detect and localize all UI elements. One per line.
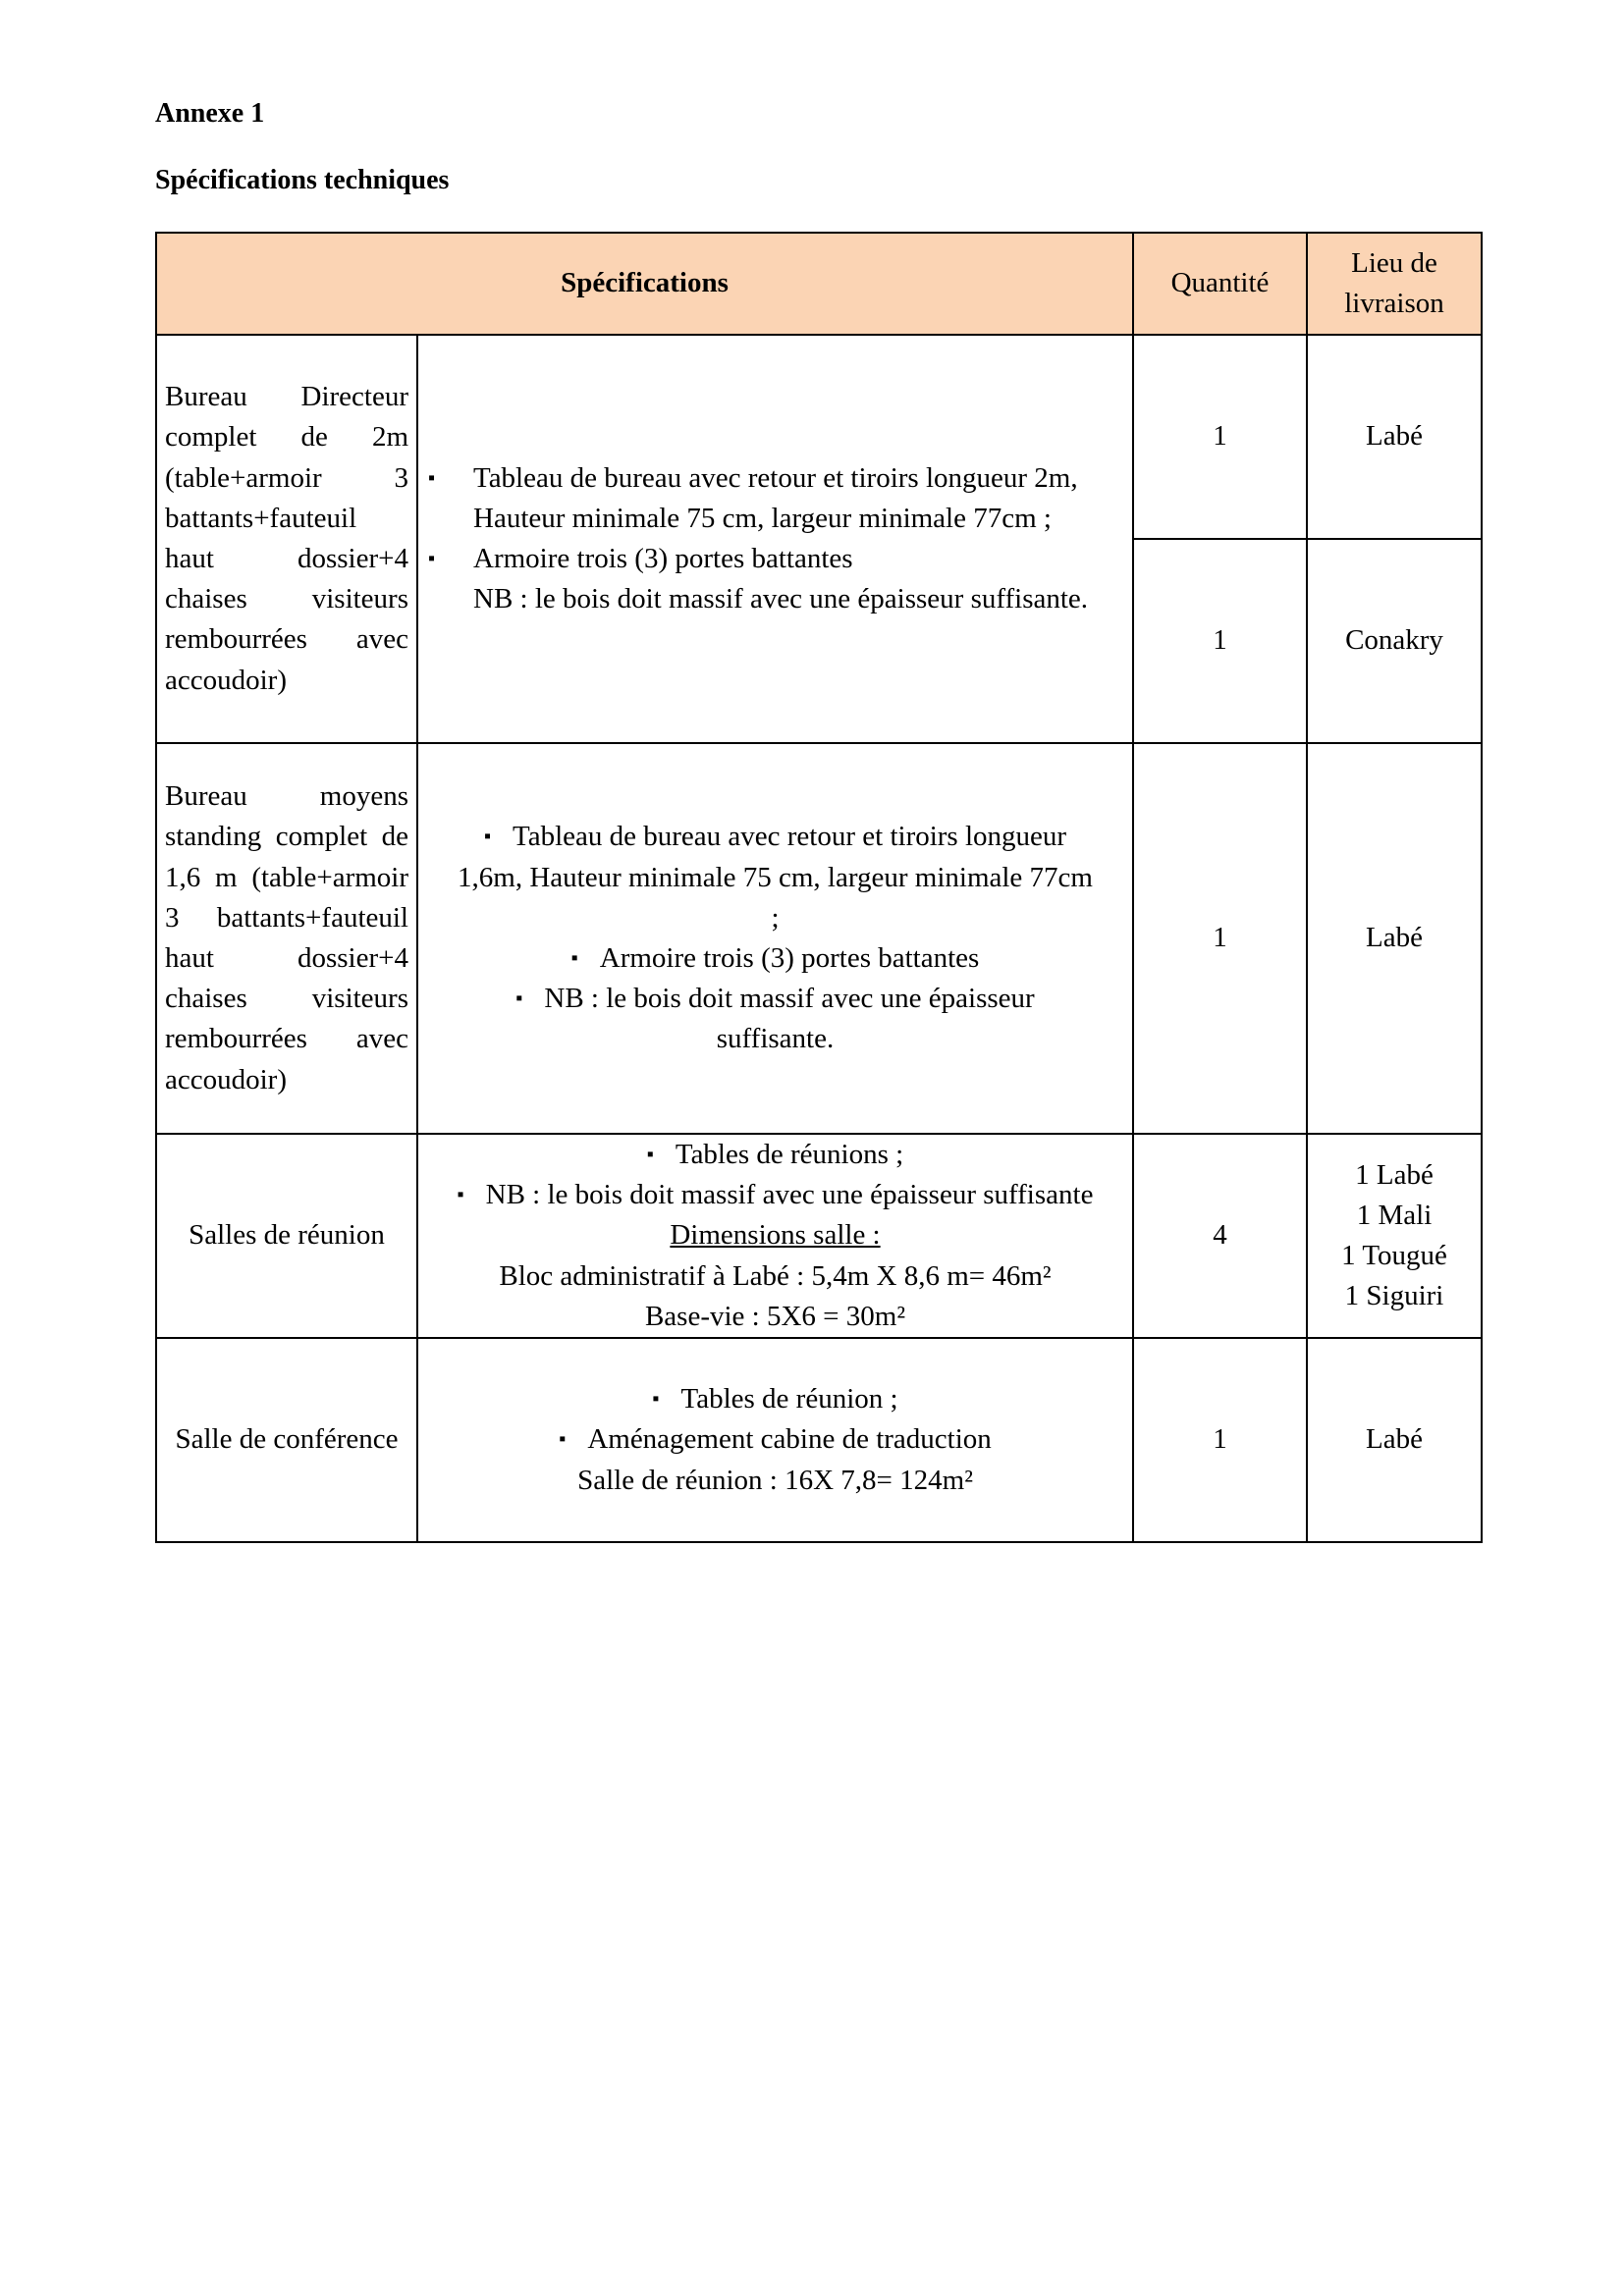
spec-note: NB : le bois doit massif avec une épaisseur suffisante.: [473, 583, 1089, 615]
spec-bullet: ▪ NB : le bois doit massif avec une épaisseur suffisante.: [515, 983, 1035, 1055]
bullet-icon: ▪: [646, 1144, 654, 1166]
spec-bullet: ▪ Tableau de bureau avec retour et tiroirs longueur 2m, Hauteur minimale 75 cm, largeur minimale 77cm ;: [426, 458, 1124, 539]
specs-bureau-moyens-standing: [417, 743, 1133, 1134]
lieu-item: 1 Tougué: [1341, 1240, 1447, 1271]
lieu-cell: Conakry: [1307, 539, 1482, 743]
spec-bullet: ▪ Tables de réunions ;: [646, 1139, 904, 1171]
spec-line: Salle de réunion : 16X 7,8= 124m²: [577, 1464, 973, 1496]
quantite-cell: 1: [1133, 335, 1307, 539]
quantite-cell: 1: [1133, 743, 1307, 1134]
specifications-table: [155, 232, 1483, 1543]
bullet-icon: ▪: [483, 826, 492, 848]
quantite-cell: 4: [1133, 1134, 1307, 1338]
quantite-cell: 1: [1133, 1338, 1307, 1542]
lieu-cell: [1307, 1134, 1482, 1338]
spec-bullet: ▪ Tableau de bureau avec retour et tiroirs longueur 1,6m, Hauteur minimale 75 cm, largeur minimale 77cm ;: [458, 821, 1093, 934]
spec-line: Base-vie : 5X6 = 30m²: [644, 1300, 906, 1332]
table-row: [156, 335, 1482, 539]
spec-bullet-list: [426, 458, 1124, 580]
bullet-icon: ▪: [428, 548, 436, 569]
section-title: Spécifications techniques: [155, 165, 450, 195]
spec-bullet: ▪ Tables de réunion ;: [652, 1383, 898, 1415]
specs-bureau-directeur: [417, 335, 1133, 743]
table-row: [156, 743, 1482, 1134]
specs-salles-reunion: [417, 1134, 1133, 1338]
annex-title: Annexe 1: [155, 98, 265, 129]
lieu-cell: Labé: [1307, 335, 1482, 539]
item-salles-reunion: Salles de réunion: [156, 1134, 417, 1338]
spec-bullet: ▪ NB : le bois doit massif avec une épaisseur suffisante: [457, 1179, 1094, 1211]
table-header-row: [156, 233, 1482, 335]
lieu-item: 1 Mali: [1356, 1199, 1433, 1231]
table-row: [156, 1338, 1482, 1542]
spec-bullet: ▪ Armoire trois (3) portes battantes: [570, 942, 980, 974]
spec-line: Bloc administratif à Labé : 5,4m X 8,6 m= 46m²: [499, 1259, 1052, 1292]
bullet-icon: ▪: [457, 1184, 464, 1206]
bullet-icon: ▪: [559, 1428, 567, 1451]
header-specifications: Spécifications: [156, 233, 1133, 335]
lieu-item: 1 Siguiri: [1344, 1280, 1444, 1312]
spec-bullet: ▪ Armoire trois (3) portes battantes: [426, 539, 1124, 579]
item-bureau-moyens-standing: Bureau moyens standing complet de 1,6 m (table+armoir 3 battants+fauteuil haut dossier+4 chaises visiteurs rembourrées avec accoudoir): [156, 743, 417, 1134]
bullet-icon: ▪: [652, 1388, 660, 1411]
dimensions-label: Dimensions salle :: [670, 1219, 881, 1252]
table-row: [156, 1134, 1482, 1338]
header-quantite: Quantité: [1133, 233, 1307, 335]
header-lieu-livraison: Lieu de livraison: [1307, 233, 1482, 335]
spec-bullet: ▪ Aménagement cabine de traduction: [559, 1423, 992, 1456]
item-bureau-directeur: Bureau Directeur complet de 2m (table+armoir 3 battants+fauteuil haut dossier+4 chaises visiteurs rembourrées avec accoudoir): [156, 335, 417, 743]
lieu-cell: Labé: [1307, 743, 1482, 1134]
specs-salle-conference: [417, 1338, 1133, 1542]
bullet-icon: ▪: [515, 988, 523, 1010]
quantite-cell: 1: [1133, 539, 1307, 743]
lieu-cell: Labé: [1307, 1338, 1482, 1542]
lieu-item: 1 Labé: [1355, 1158, 1434, 1191]
item-salle-conference: Salle de conférence: [156, 1338, 417, 1542]
bullet-icon: ▪: [570, 947, 578, 969]
bullet-icon: ▪: [428, 466, 436, 489]
